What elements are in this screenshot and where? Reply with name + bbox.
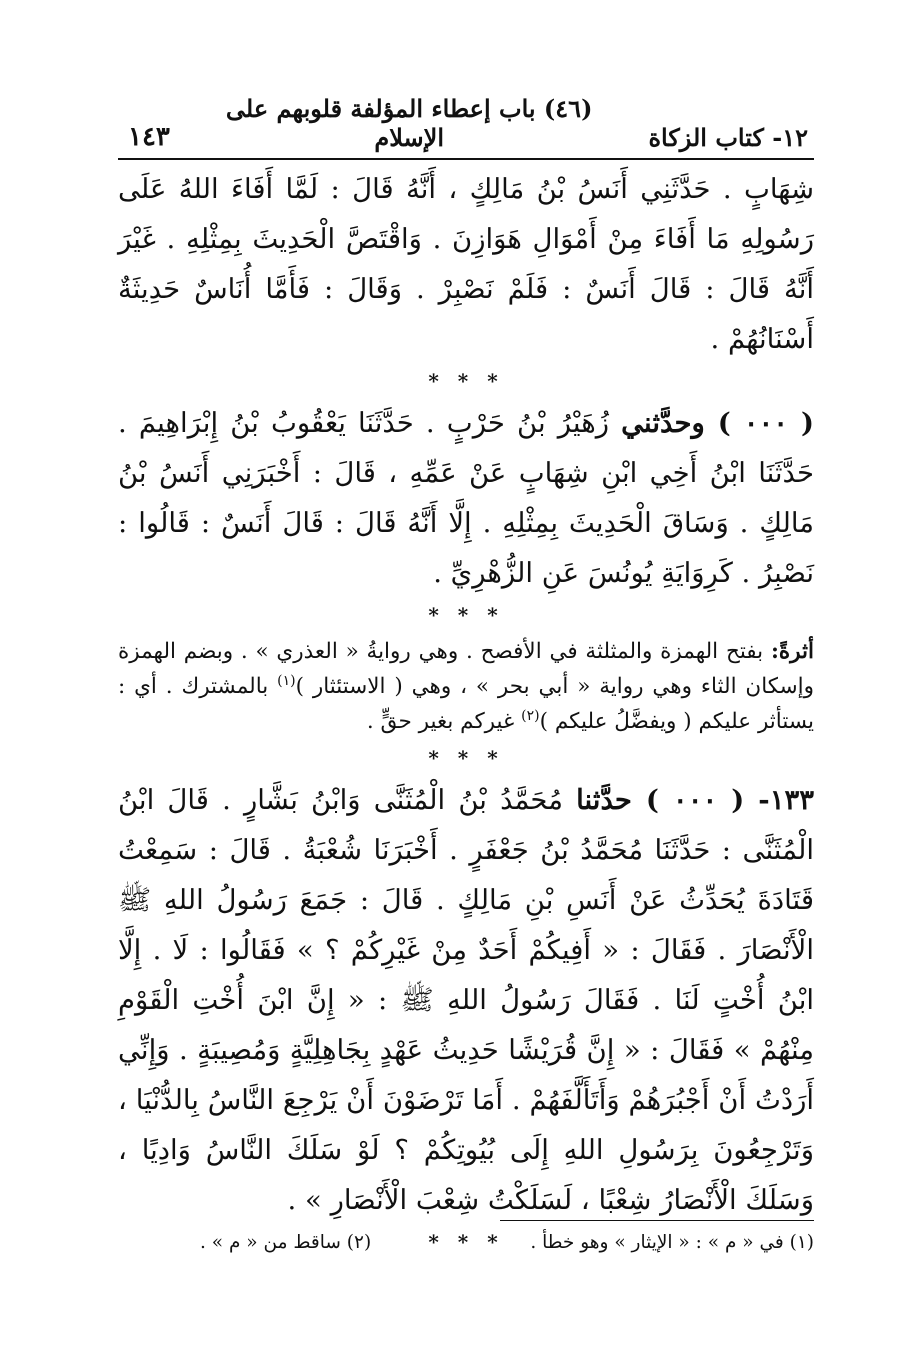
note-text: بفتح الهمزة والمثلثة في الأفصح . وهي روايةُ « العذري » . وبضم الهمزة وإسكان الثاء وهي رواية « أبي بحر » ، وهي ( الاستئثار ) (118, 639, 814, 699)
chapter-title: ١٢- كتاب الزكاة (648, 123, 808, 152)
page-body (118, 164, 814, 1259)
footnote-2: (٢) ساقط من « م » . (200, 1232, 372, 1253)
header-divider (118, 158, 814, 160)
hadith-text: مُحَمَّدُ بْنُ الْمُثَنَّى وَابْنُ بَشَّارٍ . قَالَ ابْنُ الْمُثَنَّى : حَدَّثَنَا مُحَمَّدُ بْنُ جَعْفَرٍ . أَخْبَرَنَا شُعْبَةُ . قَالَ : سَمِعْتُ قَتَادَةَ يُحَدِّثُ عَنْ أَنَسِ بْنِ مَالِكٍ . قَالَ : جَمَعَ رَسُولُ اللهِ ﷺ الْأَنْصَارَ . فَقَالَ : « أَفِيكُمْ أَحَدٌ مِنْ غَيْرِكُمْ ؟ » فَقَالُوا : لَا . إِلَّا ابْنُ أُخْتٍ لَنَا . فَقَالَ رَسُولُ اللهِ ﷺ : « إِنَّ ابْنَ أُخْتِ الْقَوْمِ مِنْهُمْ » فَقَالَ : « إِنَّ قُرَيْشًا حَدِيثُ عَهْدٍ بِجَاهِلِيَّةٍ وَمُصِيبَةٍ . وَإِنِّي أَرَدْتُ أَنْ أَجْبُرَهُمْ وَأَتَأَلَّفَهُمْ . أَمَا تَرْضَوْنَ أَنْ يَرْجِعَ النَّاسُ بِالدُّنْيَا ، وَتَرْجِعُونَ بِرَسُولِ اللهِ إِلَى بُيُوتِكُمْ ؟ لَوْ سَلَكَ النَّاسُ وَادِيًا ، وَسَلَكَ الْأَنْصَارُ شِعْبًا ، لَسَلَكْتُ شِعْبَ الْأَنْصَارِ » . (118, 784, 814, 1216)
commentary-note (118, 634, 814, 739)
section-title: (٤٦) باب إعطاء المؤلفة قلوبهم على الإسلام (225, 94, 593, 152)
footnote-ref: (٢) (521, 707, 540, 724)
footnote-1: (١) في « م » : « الإيثار » وهو خطأ . (530, 1232, 814, 1253)
note-text: غيركم بغير حقٍّ . (366, 709, 515, 734)
footnote-ref: (١) (277, 672, 296, 689)
separator-stars: * * * (428, 369, 504, 393)
hadith-lead: ١٣٣- ( ٠٠٠ ) حدَّثنا (576, 784, 814, 816)
page-number: ١٤٣ (128, 122, 170, 152)
hadith-continuation: شِهَابٍ . حَدَّثَنِي أَنَسُ بْنُ مَالِكٍ ، أَنَّهُ قَالَ : لَمَّا أَفَاءَ اللهُ عَلَى رَسُولِهِ مَا أَفَاءَ مِنْ أَمْوَالِ هَوَازِنَ . وَاقْتَصَّ الْحَدِيثَ بِمِثْلِهِ . غَيْرَ أَنَّهُ قَالَ : قَالَ أَنَسٌ : فَلَمْ نَصْبِرْ . وَقَالَ : فَأَمَّا أُنَاسٌ حَدِيثَةٌ أَسْنَانُهُمْ . (118, 173, 814, 355)
hadith-lead: ( ٠٠٠ ) وحدَّثني (621, 407, 814, 439)
note-headword: أثرةً: (770, 639, 814, 664)
hadith-paragraph (118, 775, 814, 1225)
footnote-divider (500, 1220, 814, 1221)
hadith-paragraph (118, 398, 814, 598)
separator-stars: * * * (428, 746, 504, 770)
running-header (128, 94, 808, 152)
footnotes (200, 1232, 814, 1253)
hadith-text: زُهَيْرُ بْنُ حَرْبٍ . حَدَّثَنَا يَعْقُوبُ بْنُ إِبْرَاهِيمَ . حَدَّثَنَا ابْنُ أَخِي ابْنِ شِهَابٍ عَنْ عَمِّهِ ، قَالَ : أَخْبَرَنِي أَنَسُ بْنُ مَالِكٍ . وَسَاقَ الْحَدِيثَ بِمِثْلِهِ . إِلَّا أَنَّهُ قَالَ : قَالَ أَنَسٌ : قَالُوا : نَصْبِرُ . كَرِوَايَةِ يُونُسَ عَنِ الزُّهْرِيِّ . (118, 407, 814, 589)
note-text: بالمشترك . أي : يستأثر عليكم ( ويفضَّلُ عليكم ) (118, 674, 814, 734)
separator-stars: * * * (428, 1230, 504, 1254)
separator-stars: * * * (428, 603, 504, 627)
